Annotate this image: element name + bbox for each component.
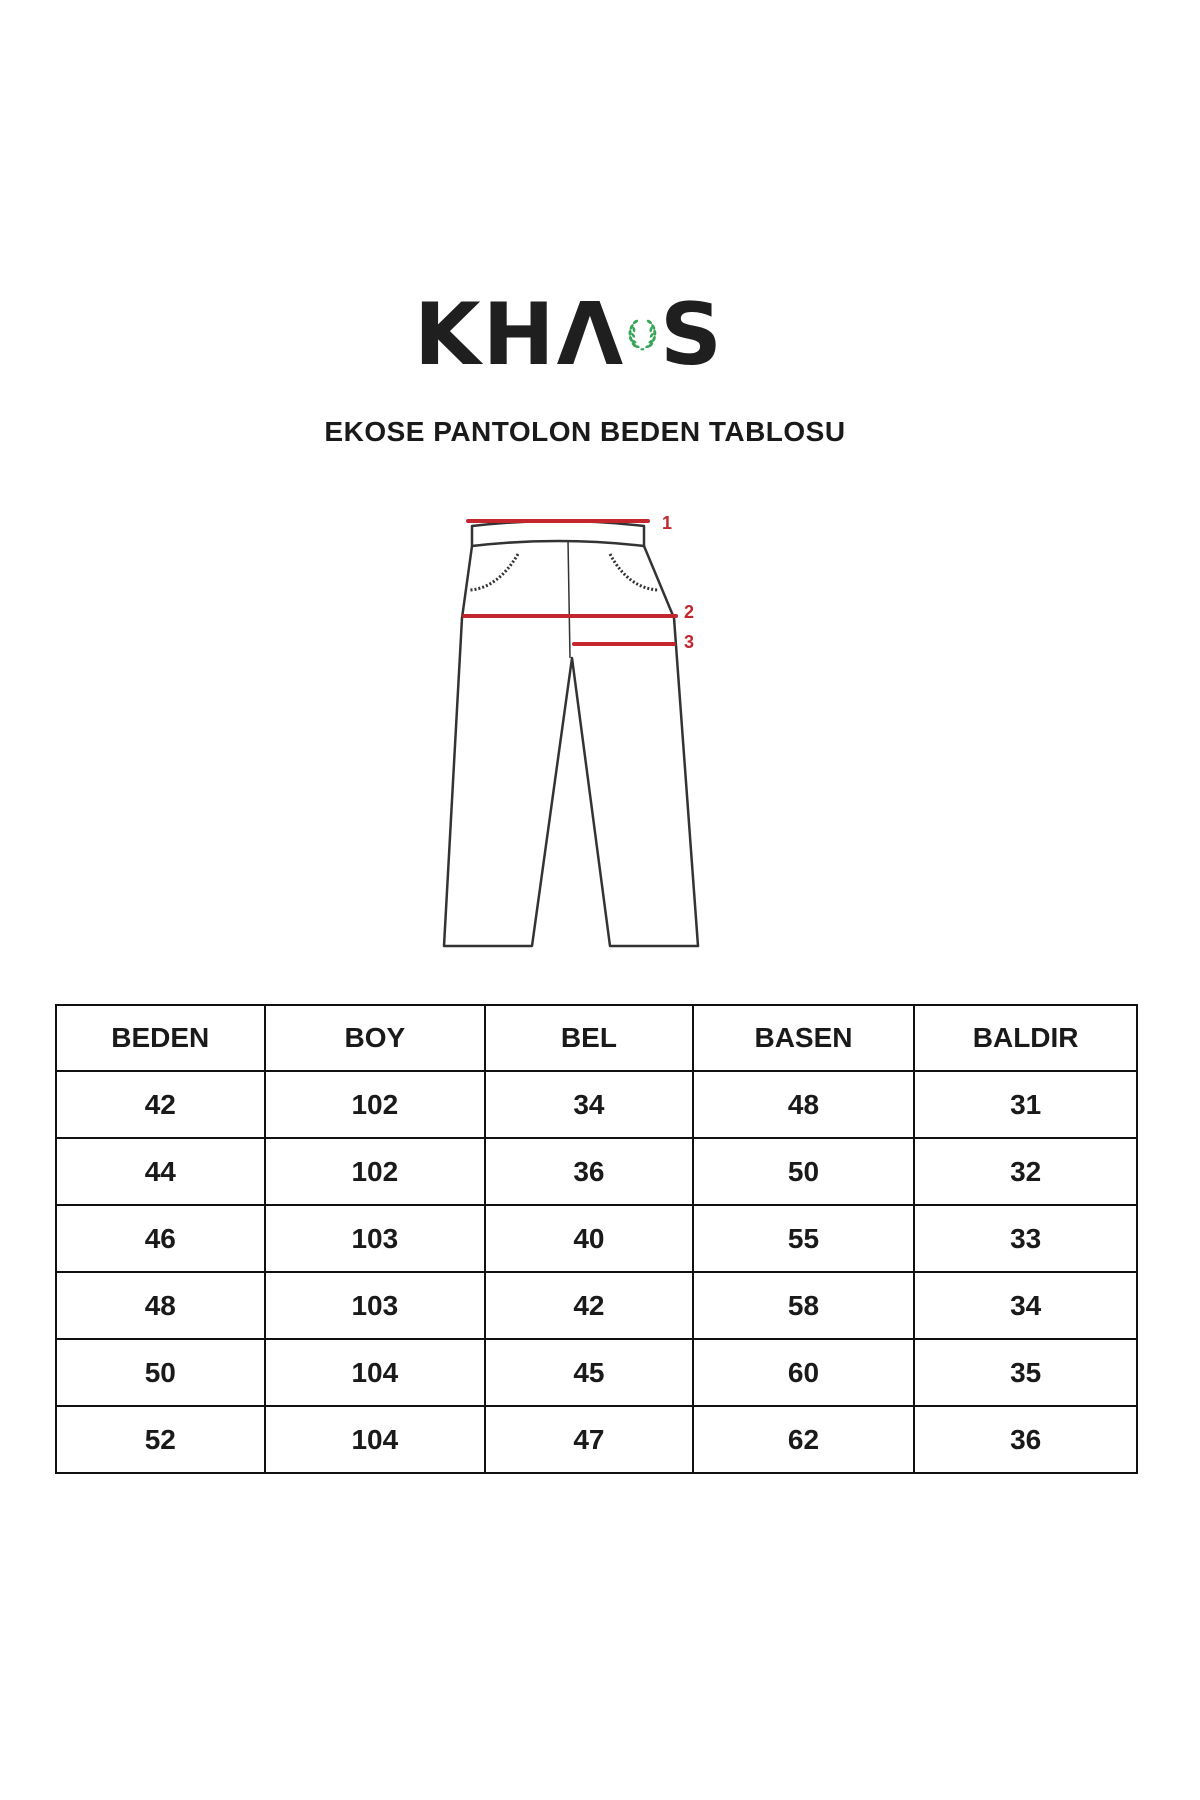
table-cell: 102	[265, 1071, 486, 1138]
marker-label-2: 2	[684, 602, 695, 622]
column-header: BALDIR	[914, 1005, 1137, 1071]
column-header: BEDEN	[56, 1005, 265, 1071]
table-row	[56, 1071, 1137, 1138]
marker-label-1: 1	[662, 513, 673, 533]
table-cell: 104	[265, 1406, 486, 1473]
table-cell: 45	[485, 1339, 693, 1406]
table-cell: 44	[56, 1138, 265, 1205]
table-cell: 60	[693, 1339, 915, 1406]
table-cell: 47	[485, 1406, 693, 1473]
table-cell: 36	[485, 1138, 693, 1205]
brand-logo	[414, 285, 724, 385]
table-cell: 104	[265, 1339, 486, 1406]
table-cell: 48	[56, 1272, 265, 1339]
table-row	[56, 1406, 1137, 1473]
table-row	[56, 1339, 1137, 1406]
table-row	[56, 1138, 1137, 1205]
table-cell: 36	[914, 1406, 1137, 1473]
table-cell: 48	[693, 1071, 915, 1138]
table-cell: 32	[914, 1138, 1137, 1205]
table-cell: 31	[914, 1071, 1137, 1138]
table-cell: 62	[693, 1406, 915, 1473]
table-cell: 35	[914, 1339, 1137, 1406]
table-cell: 103	[265, 1205, 486, 1272]
table-row	[56, 1205, 1137, 1272]
table-cell: 52	[56, 1406, 265, 1473]
table-row	[56, 1272, 1137, 1339]
brand-name-right: S	[660, 285, 724, 385]
column-header: BOY	[265, 1005, 486, 1071]
table-cell: 55	[693, 1205, 915, 1272]
column-header: BEL	[485, 1005, 693, 1071]
table-cell: 46	[56, 1205, 265, 1272]
table-cell: 34	[485, 1071, 693, 1138]
table-cell: 42	[485, 1272, 693, 1339]
column-header: BASEN	[693, 1005, 915, 1071]
table-cell: 103	[265, 1272, 486, 1339]
table-cell: 50	[56, 1339, 265, 1406]
trousers-measurement-diagram	[378, 498, 758, 968]
marker-label-3: 3	[684, 632, 695, 652]
laurel-wreath-icon	[627, 291, 658, 379]
table-header-row	[56, 1005, 1137, 1071]
table-cell: 58	[693, 1272, 915, 1339]
table-cell: 34	[914, 1272, 1137, 1339]
brand-name-mid: Λ	[556, 285, 626, 385]
table-cell: 33	[914, 1205, 1137, 1272]
size-table	[55, 1004, 1138, 1474]
trousers-outline	[444, 521, 698, 946]
brand-name-left: KH	[414, 285, 557, 385]
table-cell: 40	[485, 1205, 693, 1272]
table-cell: 102	[265, 1138, 486, 1205]
page-title: EKOSE PANTOLON BEDEN TABLOSU	[324, 416, 846, 447]
table-cell: 42	[56, 1071, 265, 1138]
table-cell: 50	[693, 1138, 915, 1205]
